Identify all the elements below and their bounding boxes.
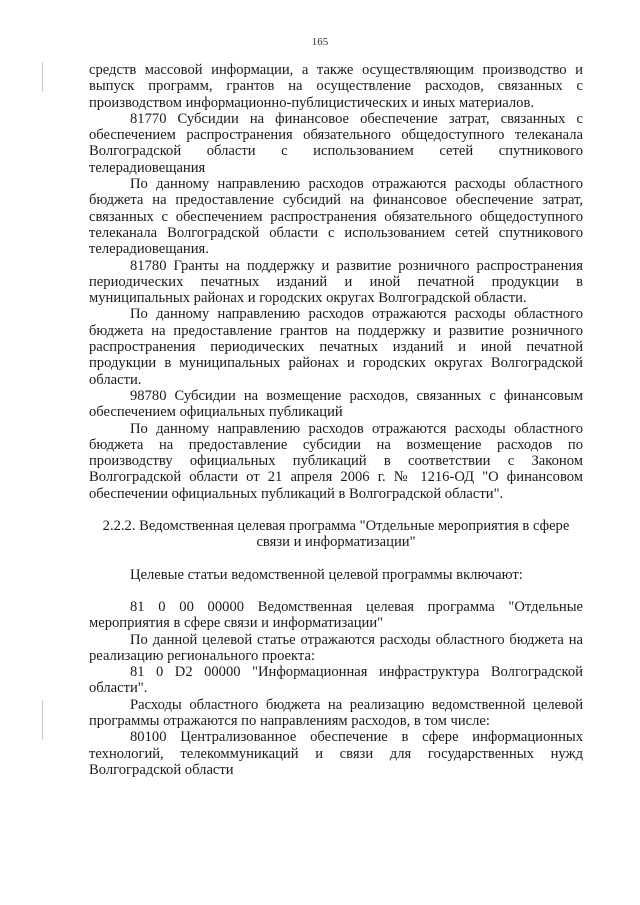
page-number: 165	[311, 36, 329, 48]
paragraph-80100: 80100 Централизованное обеспечение в сфере информационных технологий, телекоммуникаций и связи для государственных нужд Волгоградской области	[89, 729, 583, 778]
paragraph-81770: 81770 Субсидии на финансовое обеспечение затрат, связанных с обеспечением распространения обязательного общедоступного телеканала Волгоградской области с использованием сетей спутникового телерадиовещания	[89, 110, 583, 176]
paragraph-continuation: средств массовой информации, а также осуществляющим производство и выпуск программ, грантов на осуществление расходов, связанных с производством информационно-публицистических и иных материалов.	[89, 62, 583, 111]
scan-margin-mark	[42, 62, 43, 92]
paragraph-81780: 81780 Гранты на поддержку и развитие розничного распространения периодических печатных изданий и иной печатной продукции в муниципальных районах и городских округах Волгоградской области.	[89, 257, 583, 307]
paragraph-81770-description: По данному направлению расходов отражаются расходы областного бюджета на предоставление субсидий на финансовое обеспечение затрат, связанных с обеспечением распространения обязательного общедоступного телеканала Волгоградской области с использованием сетей спутникового телерадиовещания.	[89, 176, 583, 258]
document-body	[89, 62, 583, 778]
paragraph-expense-directions: Расходы областного бюджета на реализацию ведомственной целевой программы отражаются по направлениям расходов, в том числе:	[89, 696, 583, 729]
paragraph-81-0-00-description: По данной целевой статье отражаются расходы областного бюджета на реализацию регионального проекта:	[89, 631, 583, 664]
paragraph-81-0-d2: 81 0 D2 00000 "Информационная инфраструктура Волгоградской области".	[89, 664, 583, 697]
section-heading: 2.2.2. Ведомственная целевая программа "Отдельные мероприятия в сфере связи и информатизации"	[102, 518, 570, 551]
scan-margin-mark	[42, 700, 43, 740]
paragraph-98780: 98780 Субсидии на возмещение расходов, связанных с финансовым обеспечением официальных публикаций	[89, 387, 583, 421]
paragraph-target-articles: Целевые статьи ведомственной целевой программы включают:	[130, 566, 523, 583]
paragraph-81780-description: По данному направлению расходов отражаются расходы областного бюджета на предоставление грантов на поддержку и развитие розничного распространения периодических печатных изданий и иной печатной продукции в муниципальных районах и городских округах Волгоградской области.	[89, 306, 583, 388]
paragraph-98780-description: По данному направлению расходов отражаются расходы областного бюджета на предоставление субсидии на возмещение расходов по производству официальных публикаций в соответствии с Законом Волгоградской области от 21 апреля 2006 г. № 1216-ОД "О финансовом обеспечении официальных публикаций в Волгоградской области".	[89, 420, 583, 502]
paragraph-81-0-00: 81 0 00 00000 Ведомственная целевая программа "Отдельные мероприятия в сфере связи и информатизации"	[89, 598, 583, 632]
